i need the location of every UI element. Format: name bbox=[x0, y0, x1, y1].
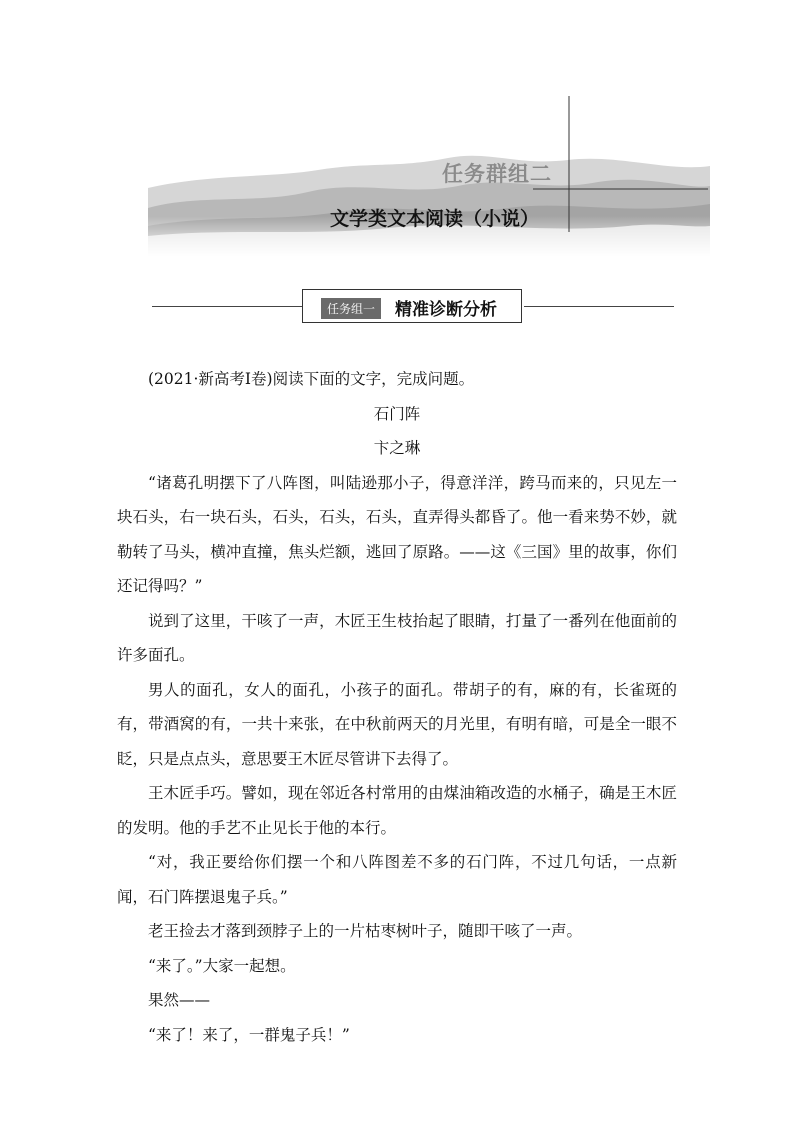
article-title: 石门阵 bbox=[373, 404, 421, 423]
paragraph: 男人的面孔，女人的面孔，小孩子的面孔。带胡子的有，麻的有，长雀斑的有，带酒窝的有，一共十来张，在中秋前两天的月光里，有明有暗，可是全一眼不眨，只是点点头，意思要王木匠尽管讲下去得了。 bbox=[117, 680, 677, 768]
divider-right bbox=[524, 306, 674, 307]
section-header bbox=[152, 289, 674, 325]
paragraph: “来了。”大家一起想。 bbox=[148, 956, 296, 975]
header-banner bbox=[148, 96, 710, 256]
paragraph: 老王捡去才落到颈脖子上的一片枯枣树叶子，随即干咳了一声。 bbox=[148, 922, 583, 940]
paragraph: 王木匠手巧。譬如，现在邻近各村常用的由煤油箱改造的水桶子，确是王木匠的发明。他的手艺不止见长于他的本行。 bbox=[117, 784, 677, 837]
paragraph: 果然—— bbox=[148, 991, 211, 1009]
section-title-box bbox=[302, 289, 522, 323]
paragraph: “对，我正要给你们摆一个和八阵图差不多的石门阵，不过几句话，一点新闻，石门阵摆退鬼子兵。” bbox=[117, 853, 677, 906]
paragraph: 说到了这里，干咳了一声，木匠王生枝抬起了眼睛，打量了一番列在他面前的许多面孔。 bbox=[117, 611, 677, 664]
paragraph: “来了！来了，一群鬼子兵！” bbox=[148, 1025, 350, 1044]
section-tag: 任务组一 bbox=[321, 298, 381, 319]
task-group-title: 任务群组二 bbox=[442, 162, 552, 186]
paragraph: “诸葛孔明摆下了八阵图，叫陆逊那小子，得意洋洋，跨马而来的，只见左一块石头，右一块石头，石头，石头，石头，直弄得头都昏了。他一看来势不妙，就勒转了马头，横冲直撞，焦头烂额，逃回了原路。——这《三国》里的故事，你们还记得吗？” bbox=[117, 473, 677, 595]
task-group-subtitle: 文学类文本阅读（小说） bbox=[330, 208, 540, 230]
section-title: 精准诊断分析 bbox=[395, 300, 497, 320]
ink-mountain-illustration bbox=[148, 96, 710, 256]
article-body bbox=[117, 362, 677, 1052]
divider-left bbox=[152, 306, 302, 307]
source-line: (2021·新高考Ⅰ卷)阅读下面的文字，完成问题。 bbox=[148, 370, 475, 388]
article-author: 卞之琳 bbox=[373, 439, 421, 457]
